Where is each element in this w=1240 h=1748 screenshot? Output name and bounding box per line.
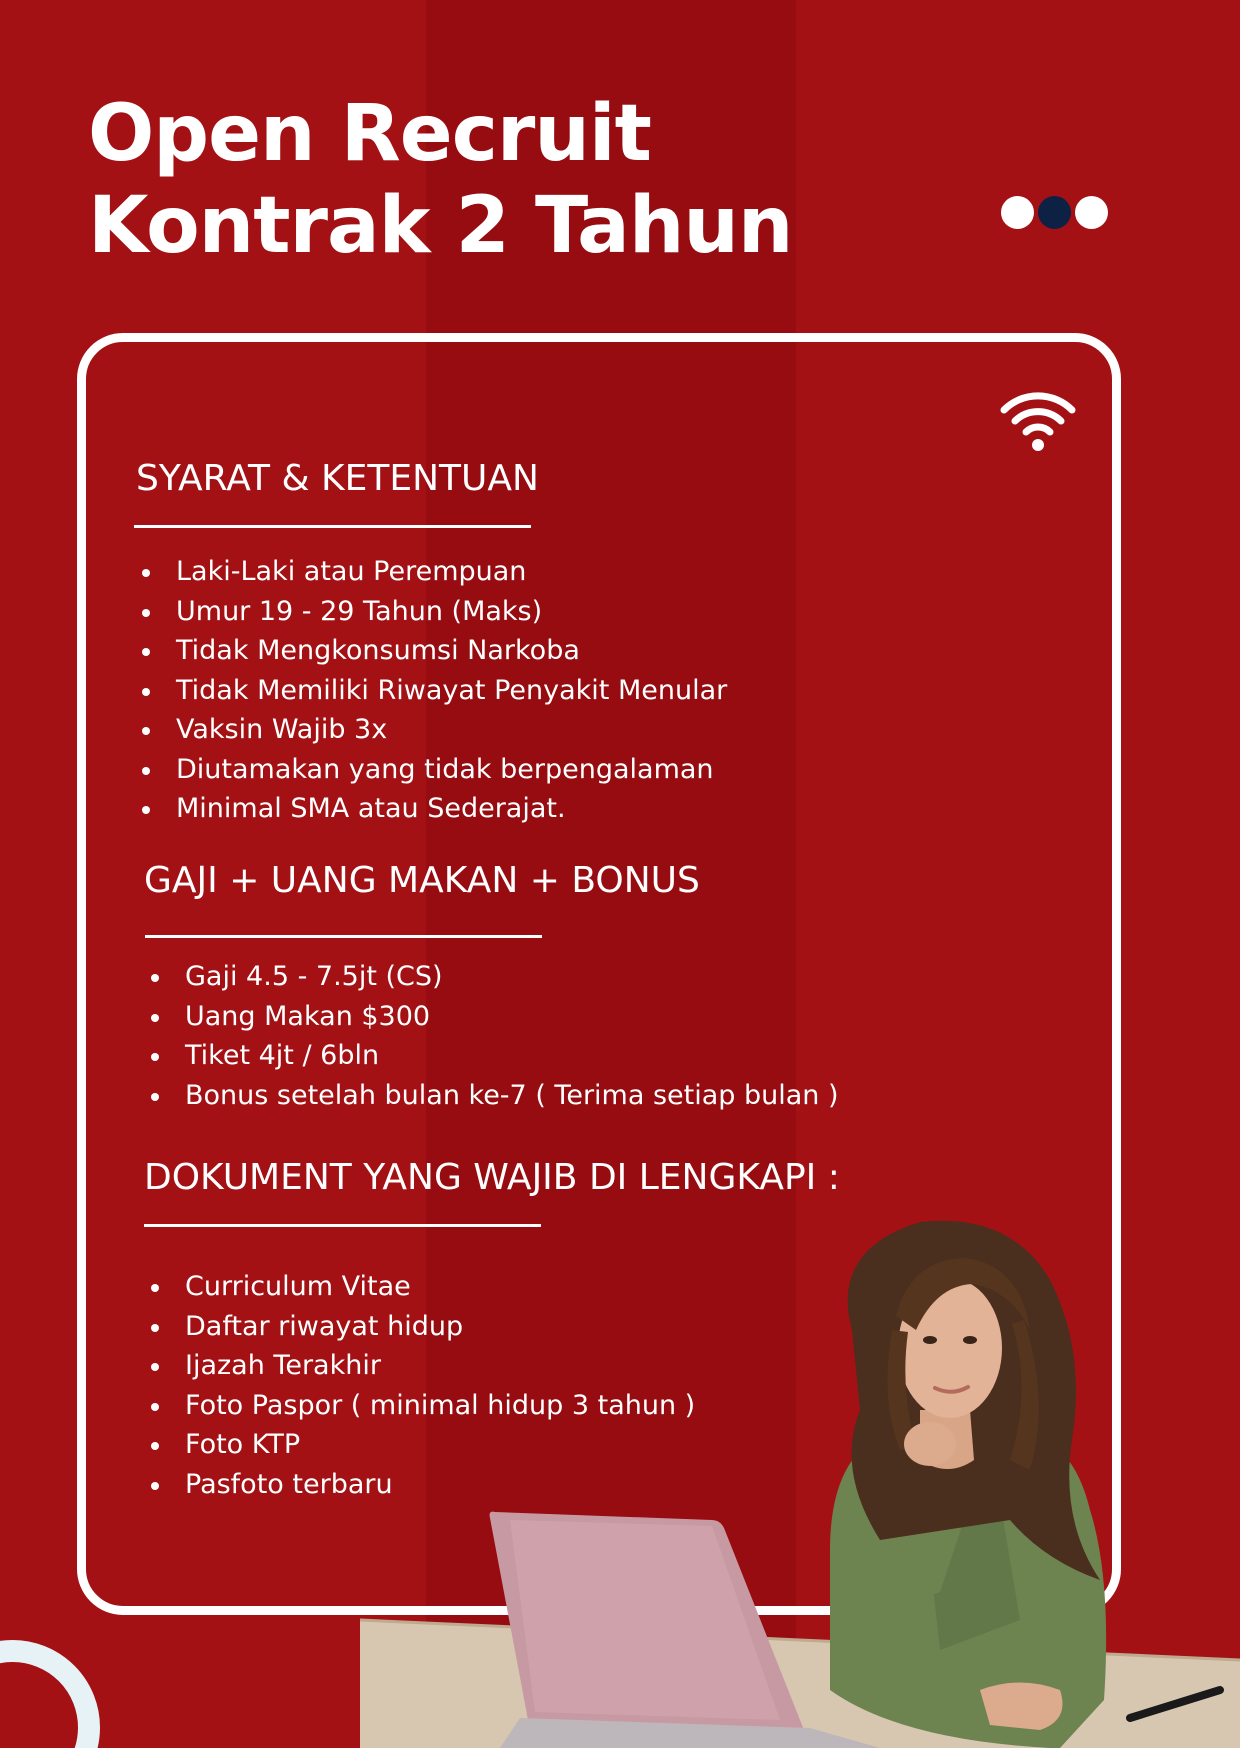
- section-heading-documents: DOKUMENT YANG WAJIB DI LENGKAPI :: [144, 1157, 840, 1198]
- list-item: Foto Paspor ( minimal hidup 3 tahun ): [145, 1386, 695, 1426]
- dot-white: [1075, 196, 1108, 229]
- list-item: Bonus setelah bulan ke-7 ( Terima setiap bulan ): [145, 1076, 839, 1116]
- list-item: Laki-Laki atau Perempuan: [136, 552, 727, 592]
- section-heading-requirements: SYARAT & KETENTUAN: [136, 458, 539, 499]
- heading-underline: [134, 525, 531, 528]
- list-item: Ijazah Terakhir: [145, 1346, 695, 1386]
- dots-decoration: [1001, 196, 1108, 229]
- dot-white: [1001, 196, 1034, 229]
- title-line-2: Kontrak 2 Tahun: [88, 181, 793, 271]
- list-item: Umur 19 - 29 Tahun (Maks): [136, 592, 727, 632]
- poster-title: [88, 88, 792, 272]
- list-item: Curriculum Vitae: [145, 1267, 695, 1307]
- wifi-icon: [998, 388, 1078, 454]
- list-item: Pasfoto terbaru: [145, 1465, 695, 1505]
- list-item: Vaksin Wajib 3x: [136, 710, 727, 750]
- section-heading-salary: GAJI + UANG MAKAN + BONUS: [144, 860, 700, 901]
- dot-navy: [1038, 196, 1071, 229]
- list-item: Uang Makan $300: [145, 997, 839, 1037]
- requirements-list: [136, 552, 727, 829]
- title-line-1: Open Recruit: [88, 89, 651, 179]
- list-item: Foto KTP: [145, 1425, 695, 1465]
- list-item: Gaji 4.5 - 7.5jt (CS): [145, 957, 839, 997]
- list-item: Daftar riwayat hidup: [145, 1307, 695, 1347]
- ring-decoration: [0, 1640, 100, 1748]
- list-item: Tidak Mengkonsumsi Narkoba: [136, 631, 727, 671]
- salary-list: [145, 957, 839, 1115]
- woman-with-laptop-photo: [360, 1220, 1240, 1748]
- heading-underline: [145, 935, 542, 938]
- list-item: Minimal SMA atau Sederajat.: [136, 789, 727, 829]
- list-item: Diutamakan yang tidak berpengalaman: [136, 750, 727, 790]
- list-item: Tiket 4jt / 6bln: [145, 1036, 839, 1076]
- list-item: Tidak Memiliki Riwayat Penyakit Menular: [136, 671, 727, 711]
